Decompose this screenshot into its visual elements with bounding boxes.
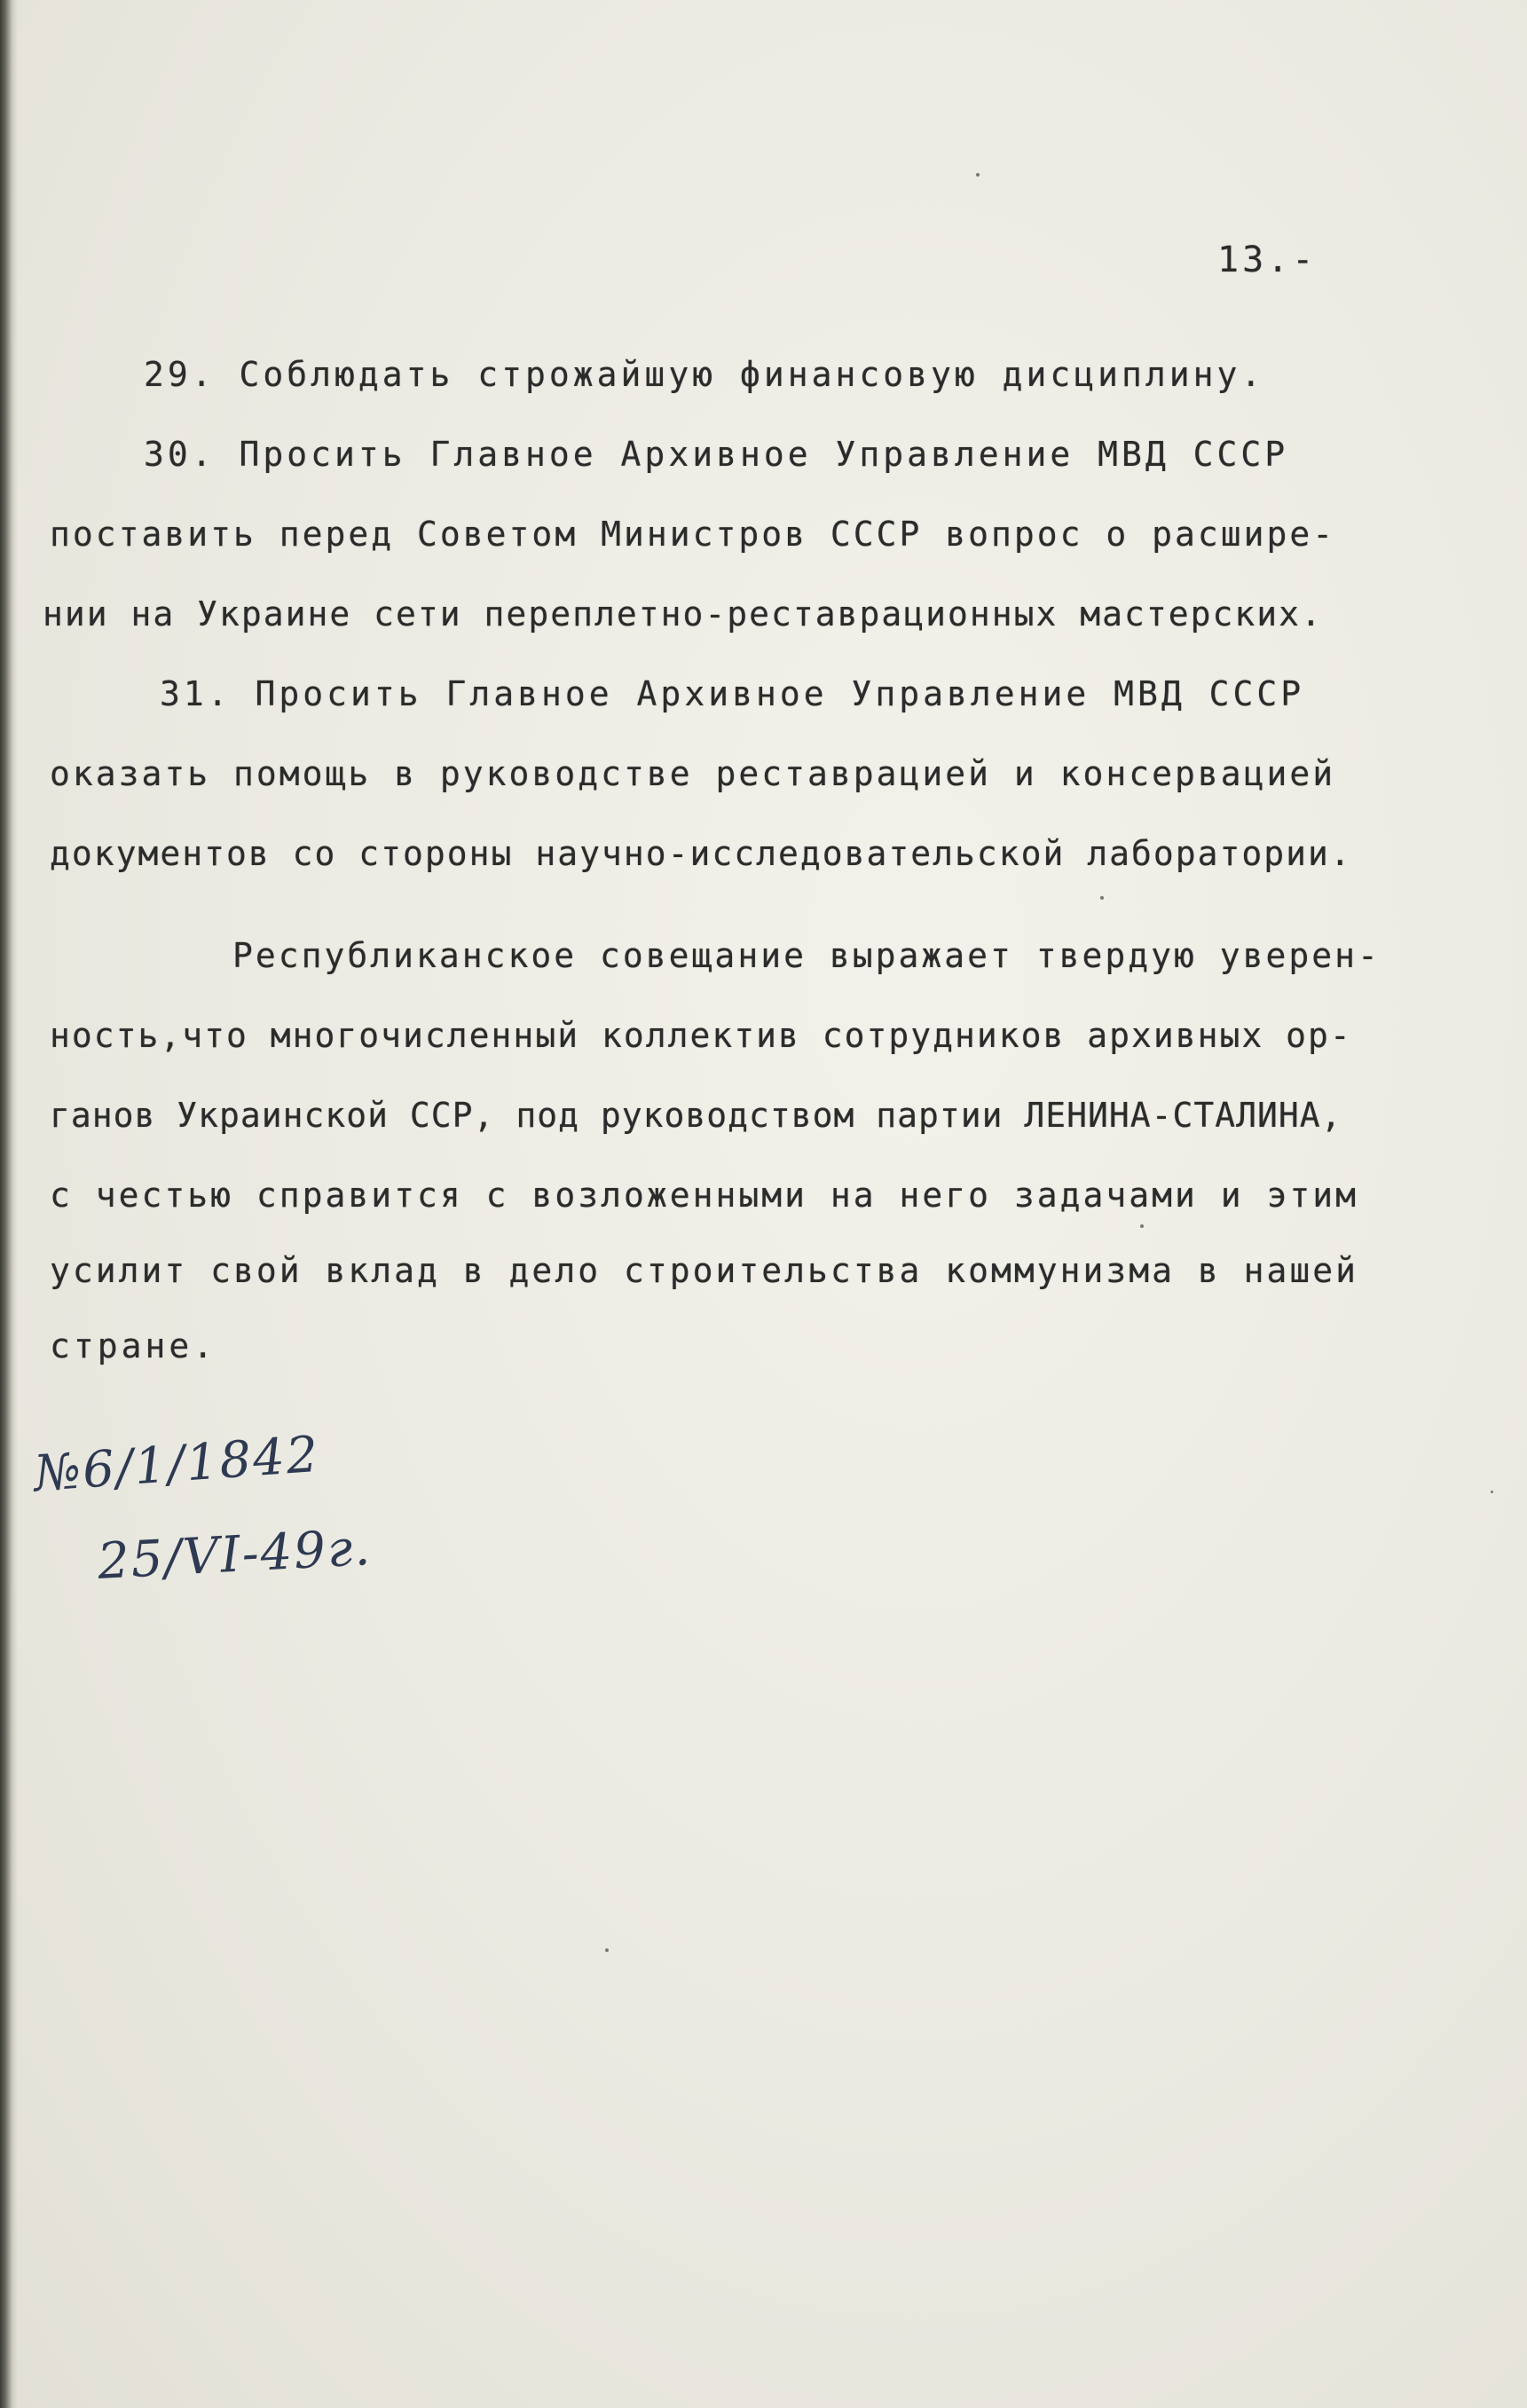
page-binding-edge: [0, 0, 18, 2408]
closing-para-line-3: ганов Украинской ССР, под руководством партии ЛЕНИНА-СТАЛИНА,: [50, 1096, 1342, 1135]
item-30-line-1: 30. Просить Главное Архивное Управление МВД СССР: [144, 435, 1289, 474]
handwritten-date: 25/VI-49г.: [96, 1518, 374, 1592]
closing-para-line-5: усилит свой вклад в дело строительства коммунизма в нашей: [50, 1251, 1359, 1290]
paper-speck: [1100, 896, 1104, 900]
paper-speck: [1140, 1224, 1144, 1228]
paper-speck: [976, 173, 980, 177]
page-number: 13.-: [1217, 240, 1318, 280]
item-30-line-3: нии на Украине сети переплетно-реставрационных мастерских.: [43, 594, 1323, 633]
closing-para-line-4: с честью справится с возложенными на него задачами и этим: [50, 1176, 1359, 1215]
item-29: 29. Соблюдать строжайшую финансовую дисциплину.: [144, 355, 1265, 394]
closing-para-line-6: стране.: [50, 1326, 217, 1365]
paper-speck: [1491, 1491, 1493, 1493]
item-31-line-1: 31. Просить Главное Архивное Управление МВД СССР: [160, 674, 1305, 713]
closing-para-line-2: ность,что многочисленный коллектив сотрудников архивных ор-: [50, 1016, 1352, 1055]
item-31-line-2: оказать помощь в руководстве реставрацией и консервацией: [50, 754, 1336, 793]
paper-speck: [605, 1948, 609, 1952]
closing-para-line-1: Республиканское совещание выражает твердую уверен-: [232, 936, 1381, 975]
handwritten-registration-number: №6/1/1842: [32, 1425, 322, 1504]
item-30-line-2: поставить перед Советом Министров СССР вопрос о расшире-: [50, 515, 1336, 554]
item-31-line-3: документов со стороны научно-исследовательской лаборатории.: [50, 834, 1352, 873]
